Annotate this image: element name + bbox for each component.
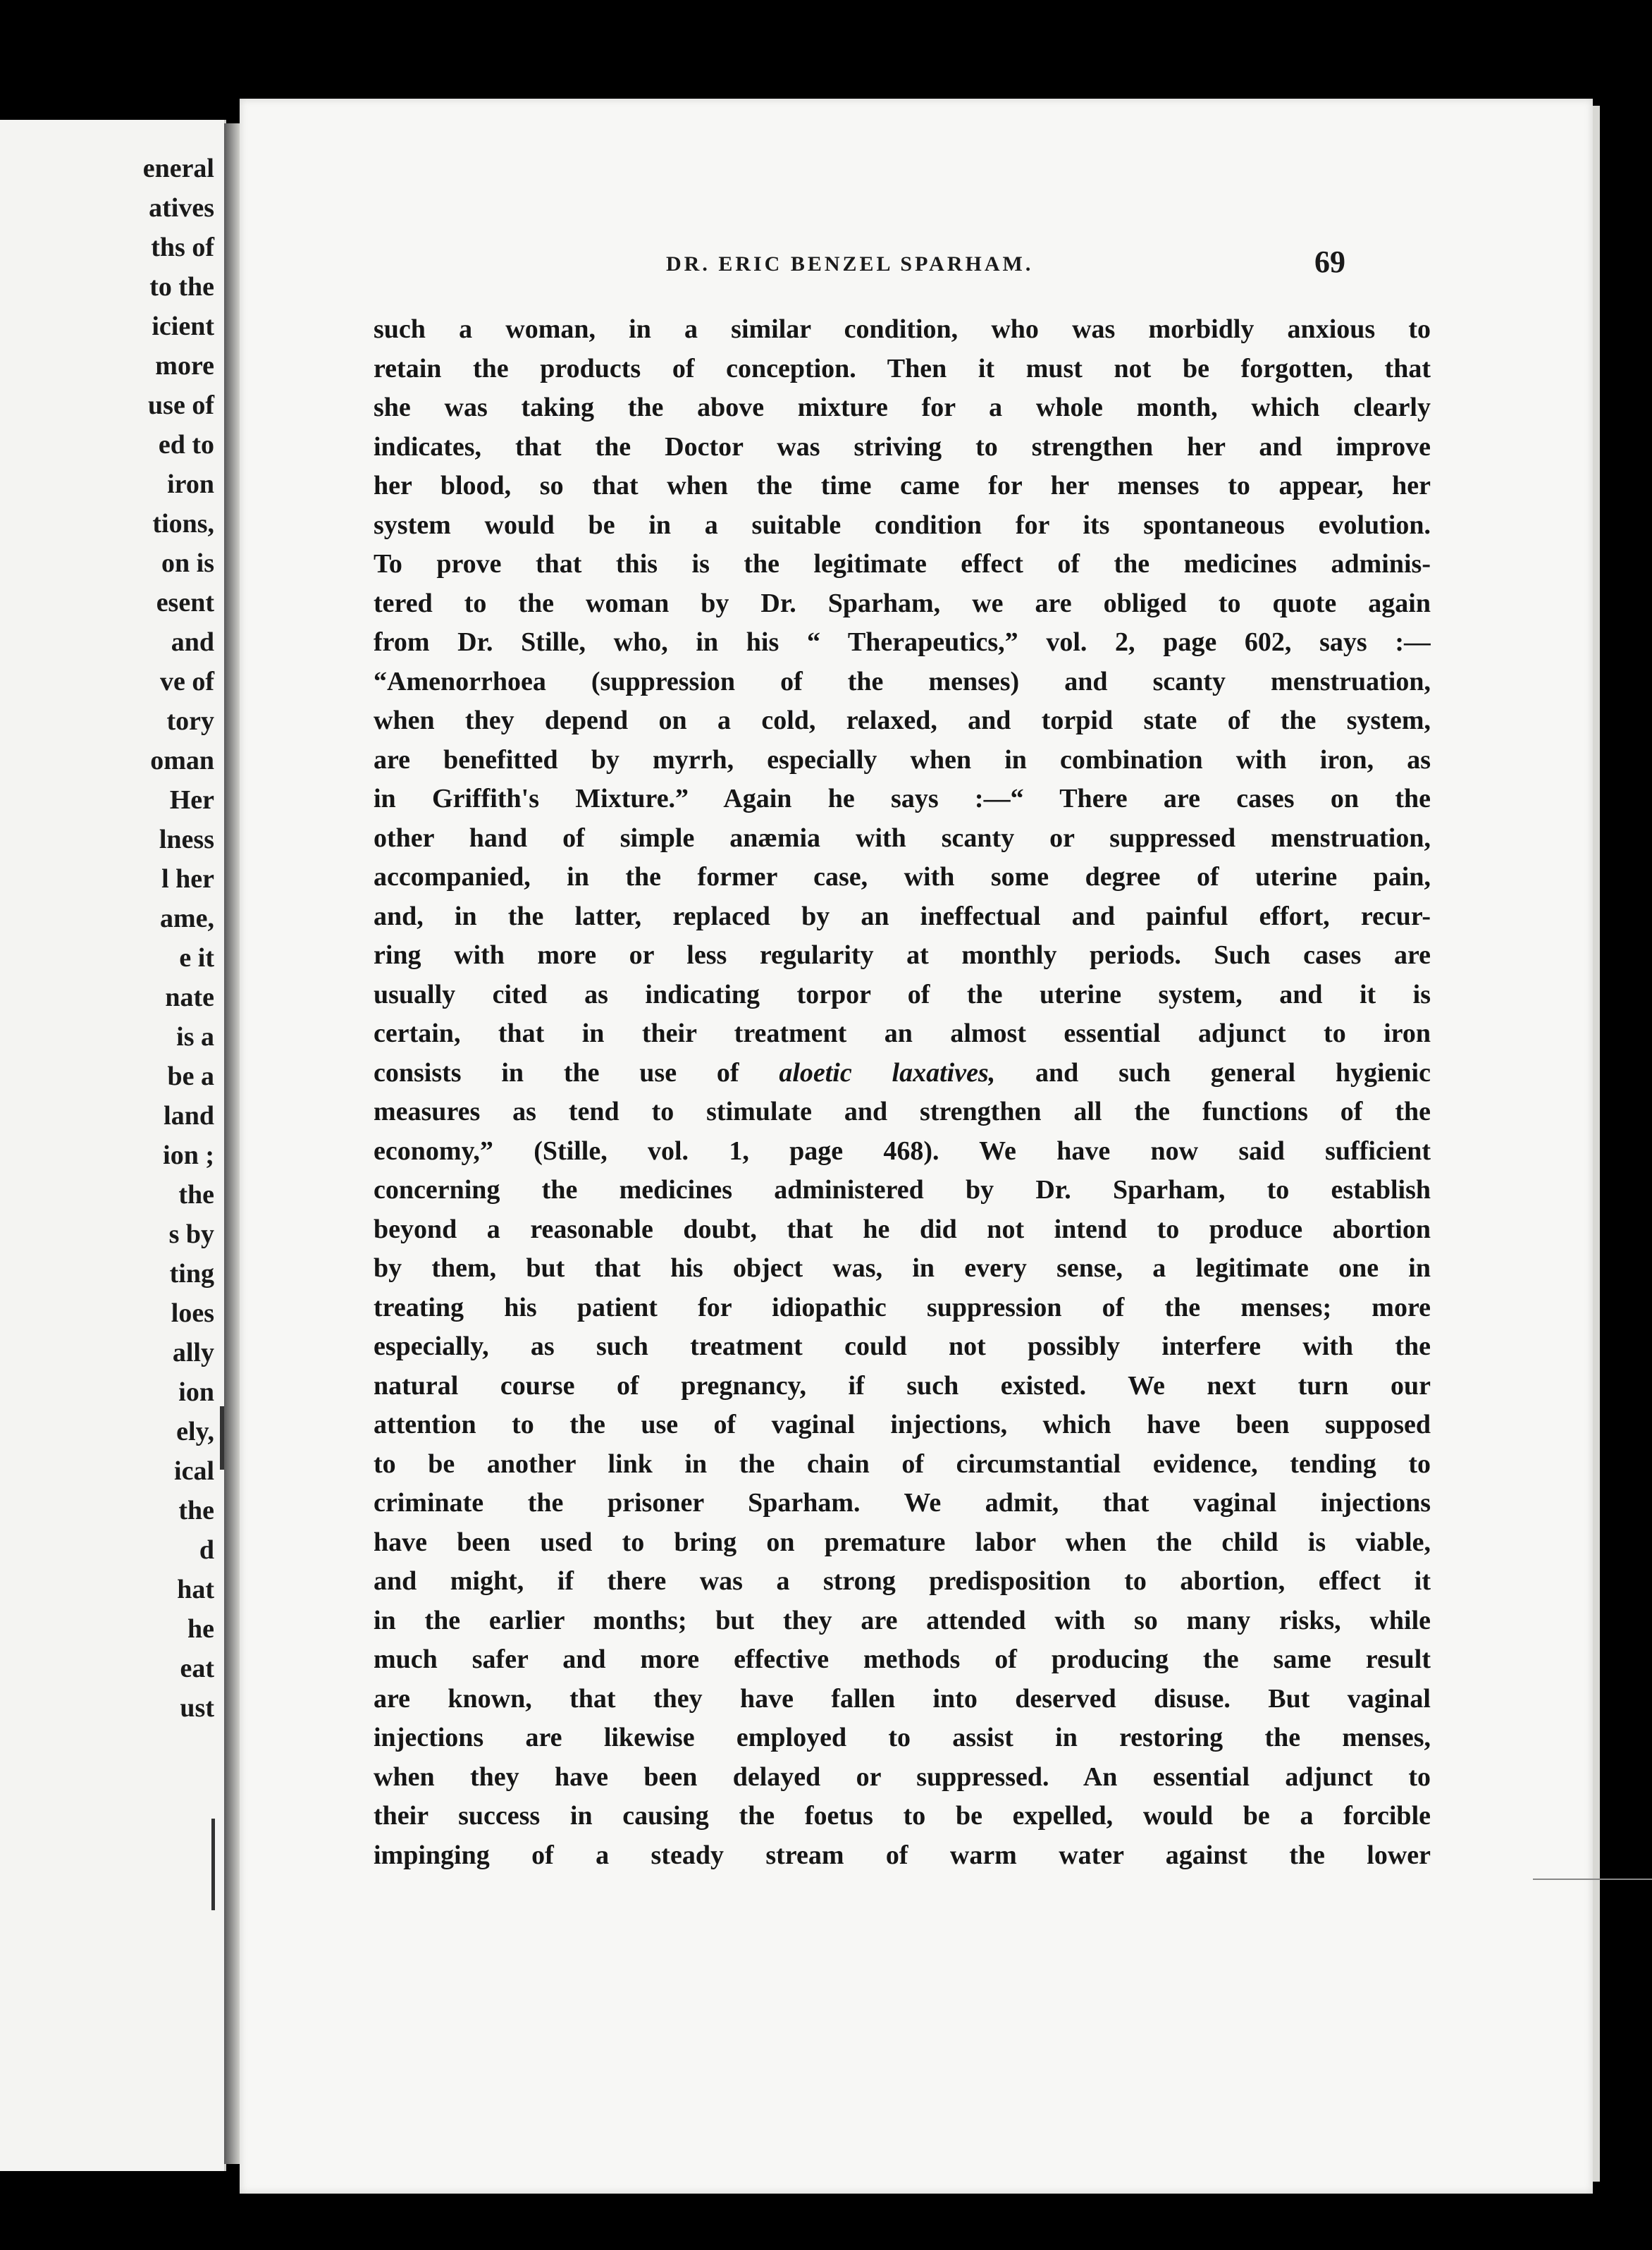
italic-phrase: aloetic laxatives,	[779, 1057, 996, 1088]
left-fragment: e it	[179, 943, 214, 973]
left-fragment: ely,	[176, 1417, 214, 1446]
left-fragment: to the	[149, 272, 214, 302]
left-fragment: ve of	[159, 667, 214, 696]
left-fragment: loes	[171, 1298, 214, 1328]
left-fragment: ally	[172, 1338, 214, 1367]
left-fragment: ust	[180, 1693, 214, 1723]
text-line: injections are likewise employed to assist in restoring the menses,	[374, 1723, 1431, 1752]
text-segment: consists in the use of	[374, 1057, 739, 1088]
body-text	[374, 310, 1431, 1875]
text-line: her blood, so that when the time came for her menses to appear, her	[374, 471, 1431, 500]
text-line: are benefitted by myrrh, especially when in combination with iron, as	[374, 744, 1431, 775]
text-line: indicates, that the Doctor was striving to strengthen her and improve	[374, 431, 1431, 462]
text-line	[374, 1054, 1431, 1093]
text-line: tered to the woman by Dr. Sparham, we are obliged to quote again	[374, 588, 1431, 618]
left-fragment: ting	[169, 1259, 214, 1289]
text-line: such a woman, in a similar condition, who was morbidly anxious to	[374, 314, 1431, 344]
text-line: impinging of a steady stream of warm water against the lower	[374, 1840, 1431, 1870]
left-fragment: ame,	[159, 904, 214, 933]
book-gutter	[224, 123, 240, 2164]
text-line: beyond a reasonable doubt, that he did not intend to produce abortion	[374, 1214, 1431, 1244]
left-facing-page	[0, 120, 226, 2171]
text-line: when they have been delayed or suppressed. An essential adjunct to	[374, 1762, 1431, 1792]
text-line: criminate the prisoner Sparham. We admit, that vaginal injections	[374, 1488, 1431, 1518]
text-line: other hand of simple anæmia with scanty or suppressed menstruation,	[374, 823, 1431, 853]
left-fragment: tions,	[152, 509, 214, 539]
left-fragment: lness	[159, 825, 214, 854]
left-fragment: more	[155, 351, 214, 381]
left-fragment: hat	[177, 1575, 214, 1604]
left-fragment: Her	[169, 785, 214, 815]
text-line: measures as tend to stimulate and strengthen all the functions of the	[374, 1097, 1431, 1126]
text-line: To prove that this is the legitimate effect of the medicines adminis-	[374, 549, 1431, 579]
text-line: natural course of pregnancy, if such existed. We next turn our	[374, 1370, 1431, 1401]
text-line: accompanied, in the former case, with some degree of uterine pain,	[374, 862, 1431, 892]
text-line: attention to the use of vaginal injections, which have been supposed	[374, 1410, 1431, 1439]
left-fragment: l her	[161, 864, 214, 894]
left-fragment: esent	[156, 588, 214, 617]
left-fragment: ion	[178, 1377, 214, 1407]
book-page	[240, 99, 1593, 2194]
left-fragment: ed to	[158, 430, 214, 460]
text-line: certain, that in their treatment an almost essential adjunct to iron	[374, 1019, 1431, 1048]
left-fragment: iron	[167, 469, 214, 499]
page-number: 69	[1314, 245, 1345, 279]
left-fragment: nate	[165, 983, 214, 1012]
running-head: DR. ERIC BENZEL SPARHAM.	[666, 252, 1034, 276]
left-fragment: the	[178, 1496, 214, 1525]
text-line: from Dr. Stille, who, in his “ Therapeutics,” vol. 2, page 602, says :—	[374, 627, 1431, 657]
text-line: usually cited as indicating torpor of the uterine system, and it is	[374, 979, 1431, 1009]
left-fragment: and	[171, 627, 214, 657]
left-fragment: ical	[174, 1456, 214, 1486]
left-fragment: ion ;	[163, 1141, 214, 1170]
text-line: “Amenorrhoea (suppression of the menses) and scanty menstruation,	[374, 666, 1431, 696]
left-fragment: ths of	[151, 233, 214, 262]
left-fragment: land	[164, 1101, 214, 1131]
text-line: concerning the medicines administered by Dr. Sparham, to establish	[374, 1175, 1431, 1205]
left-fragment: d	[199, 1535, 214, 1565]
text-line: especially, as such treatment could not possibly interfere with the	[374, 1332, 1431, 1361]
text-line: when they depend on a cold, relaxed, and torpid state of the system,	[374, 706, 1431, 735]
left-fragment: atives	[149, 193, 214, 223]
text-line: much safer and more effective methods of producing the same result	[374, 1645, 1431, 1674]
left-fragment: tory	[166, 706, 214, 736]
left-fragment: be a	[167, 1062, 214, 1091]
text-line: system would be in a suitable condition for its spontaneous evolution.	[374, 510, 1431, 540]
page-edge	[1593, 106, 1600, 2182]
text-line: treating his patient for idiopathic suppression of the menses; more	[374, 1292, 1431, 1322]
left-fragment: use of	[148, 391, 214, 420]
left-fragment: eat	[180, 1654, 214, 1683]
text-segment: and such general hygienic	[1035, 1057, 1431, 1088]
text-line: their success in causing the foetus to be expelled, would be a forcible	[374, 1801, 1431, 1831]
scan-line	[1533, 1879, 1652, 1880]
text-line: by them, but that his object was, in every sense, a legitimate one in	[374, 1253, 1431, 1283]
left-fragment: icient	[152, 312, 214, 341]
text-line: retain the products of conception. Then it must not be forgotten, that	[374, 353, 1431, 383]
text-line: and might, if there was a strong predisposition to abortion, effect it	[374, 1566, 1431, 1596]
left-fragment: eneral	[142, 154, 214, 183]
text-line: in the earlier months; but they are attended with so many risks, while	[374, 1605, 1431, 1635]
text-line: and, in the latter, replaced by an ineffectual and painful effort, recur-	[374, 901, 1431, 931]
left-fragment: s by	[168, 1219, 214, 1249]
text-line: in Griffith's Mixture.” Again he says :—“ There are cases on the	[374, 784, 1431, 813]
text-line: are known, that they have fallen into deserved disuse. But vaginal	[374, 1683, 1431, 1714]
left-fragment: is a	[176, 1022, 214, 1052]
scan-mark	[211, 1819, 215, 1910]
text-line: have been used to bring on premature labor when the child is viable,	[374, 1527, 1431, 1557]
text-line: ring with more or less regularity at monthly periods. Such cases are	[374, 940, 1431, 970]
text-line: to be another link in the chain of circumstantial evidence, tending to	[374, 1449, 1431, 1479]
text-line: economy,” (Stille, vol. 1, page 468). We have now said sufficient	[374, 1136, 1431, 1166]
left-fragment: the	[178, 1180, 214, 1210]
text-line: she was taking the above mixture for a whole month, which clearly	[374, 393, 1431, 422]
left-fragment: on is	[161, 548, 214, 578]
scan-mark	[220, 1406, 224, 1470]
left-fragment: he	[187, 1614, 214, 1644]
left-fragment: oman	[150, 746, 214, 775]
